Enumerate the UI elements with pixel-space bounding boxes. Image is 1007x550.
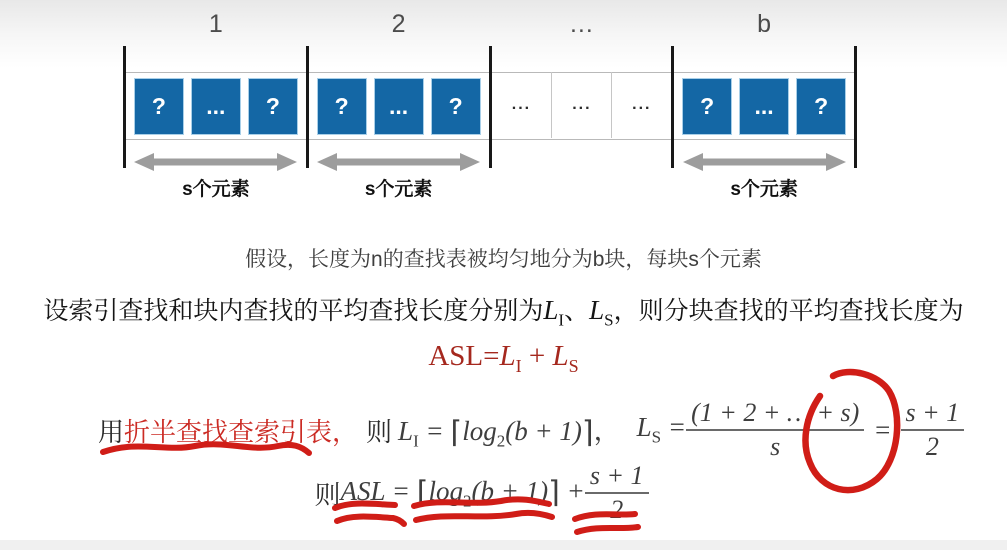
fraction-s-plus-1-over-2: $\frac{s + 1}{2}$ — [585, 461, 649, 525]
sub-S: S — [568, 355, 579, 376]
fraction-s-plus-1-over-2: $\frac{s + 1}{2}$ — [901, 398, 965, 462]
fraction-sum-over-s: $\frac{(1 + 2 + \dots + s)}{s}$ — [686, 398, 864, 462]
diagram-row — [123, 10, 857, 210]
span-arrow — [309, 152, 489, 172]
cell-row — [674, 46, 854, 158]
setup-separator: 、 — [564, 297, 590, 325]
block-label: b — [757, 10, 772, 38]
array-cell: ? — [248, 78, 298, 135]
arrow-label: s个元素 — [182, 179, 250, 200]
block-label: 2 — [391, 10, 406, 38]
cell-row — [309, 46, 489, 158]
cell-row — [492, 46, 672, 158]
array-cell: ... — [739, 78, 789, 135]
array-cell: ... — [551, 72, 611, 138]
array-cell: ... — [511, 96, 532, 113]
span-arrow-empty — [492, 152, 672, 172]
array-cell: ... — [374, 78, 424, 135]
arrow-label: s个元素 — [730, 179, 798, 200]
sub-I: I — [515, 355, 522, 376]
asl-head: ASL= — [428, 340, 500, 372]
array-cell: ? — [682, 78, 732, 135]
lceil: ⌈ — [416, 474, 429, 510]
block-group-b — [674, 10, 854, 210]
math-L-I: $L_I$ — [543, 295, 565, 330]
arrow-label: s个元素 — [364, 179, 433, 200]
assumption-line: 假设，长度为n的查找表被均匀地分为b块，每块s个元素 — [245, 248, 762, 271]
bottom-strip — [0, 540, 1007, 550]
array-cell: ... — [191, 78, 241, 135]
equals-sign: = — [873, 414, 892, 445]
block-label: … — [568, 10, 594, 38]
setup-suffix: ，则分块查找的平均查找长度为 — [613, 297, 964, 325]
formula-L-S-lhs: $L_S$ = — [636, 412, 687, 447]
array-cell: ? — [317, 78, 367, 135]
word-then: 则 — [366, 416, 393, 447]
array-cell: ? — [796, 78, 846, 135]
span-arrow — [674, 152, 854, 172]
lceil: ⌈ — [450, 414, 463, 450]
double-arrow-icon — [134, 152, 297, 172]
setup-prefix: 设索引查找和块内查找的平均查找长度分别为 — [43, 297, 544, 325]
cell-row — [126, 46, 306, 158]
word-use: 用 — [98, 416, 125, 447]
block-search-diagram — [123, 10, 857, 210]
asl-formula-red — [0, 340, 1007, 377]
span-arrow — [126, 152, 306, 172]
double-arrow-icon — [683, 152, 846, 172]
fraction-bar — [901, 429, 965, 431]
final-asl-line — [0, 452, 1007, 534]
array-cell: ? — [431, 78, 481, 135]
fraction-bar — [686, 429, 864, 431]
rceil: ⌉ — [548, 474, 560, 510]
block-label: 1 — [208, 10, 223, 38]
double-arrow-icon — [317, 152, 480, 172]
formula-final: ASL = $⌈\log_2(b$ + 1)⌉ + — [340, 474, 585, 511]
rceil: ⌉ — [581, 414, 594, 450]
word-then: 则 — [314, 479, 341, 510]
array-cell: ... — [611, 72, 671, 138]
fraction-bar — [585, 492, 649, 494]
block-separator-bar — [854, 46, 857, 168]
plus-sign: + — [521, 340, 553, 372]
block-group-1 — [126, 10, 306, 210]
array-cell: ? — [134, 78, 184, 135]
setup-line — [0, 291, 1007, 330]
math-L-S: $L_S$ — [589, 295, 614, 330]
formula-L-I: $L_I$ = $⌈\log_2(b$ + 1)⌉， — [398, 414, 621, 451]
math-L: L — [552, 340, 569, 372]
block-group-ellipsis — [492, 10, 672, 210]
math-L: L — [499, 340, 516, 372]
block-group-2 — [309, 10, 489, 210]
binary-search-phrase: 折半查找查索引表， — [124, 416, 359, 447]
